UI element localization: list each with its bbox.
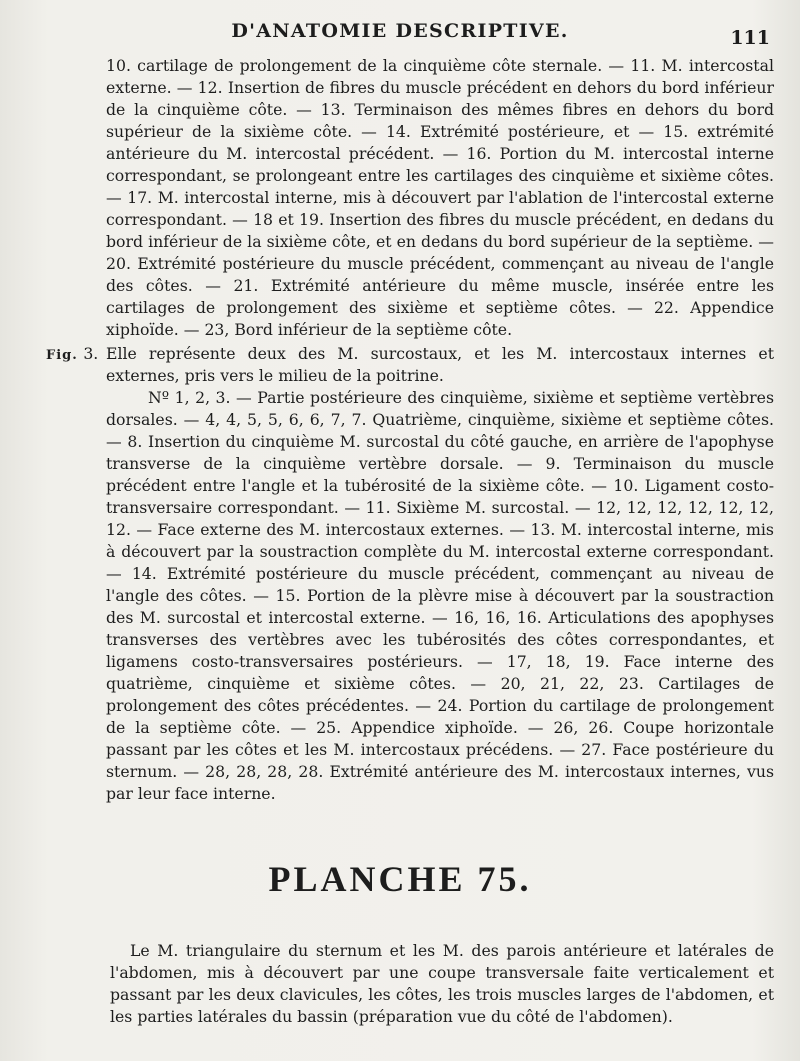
plate-title: PLANCHE 75.: [268, 859, 532, 899]
figure-3-caption: [46, 343, 774, 387]
body-text: [46, 55, 774, 805]
plate-description: Le M. triangulaire du sternum et les M. des parois antérieure et latérales de l'abdomen, mis à découvert par une coupe transversale faite verticalement et passant par les deux clavicules, les côtes, les trois muscles larges de l'abdomen, et les parties latérales du bassin (préparation vue du côté de l'abdomen).: [110, 941, 774, 1026]
figure-number: 3.: [83, 344, 99, 363]
running-title: D'ANATOMIE DESCRIPTIVE.: [231, 20, 569, 42]
figure-label: [46, 343, 98, 367]
page-number: 111: [730, 27, 770, 49]
figure-intro: Elle représente deux des M. surcostaux, et les M. intercostaux internes et externes, pris vers le milieu de la poitrine.: [106, 344, 774, 385]
figure-3-legend: Nº 1, 2, 3. — Partie postérieure des cinquième, sixième et septième vertèbres dorsales. — 4, 4, 5, 5, 6, 6, 7, 7. Quatrième, cinquième, sixième et septième côtes. — 8. Insertion du cinquième M. surcostal du côté gauche, en arrière de l'apophyse transverse de la cinquième vertèbre dorsale. — 9. Terminaison du muscle précédent entre l'angle et la tubérosité de la sixième côte. — 10. Ligament costo-transversaire correspondant. — 11. Sixième M. surcostal. — 12, 12, 12, 12, 12, 12, 12. — Face externe des M. intercostaux externes. — 13. M. intercostal interne, mis à découvert par la soustraction complète du M. intercostal externe correspondant. — 14. Extrémité postérieure du muscle précédent, commençant au niveau de l'angle des côtes. — 15. Portion de la plèvre mise à découvert par la soustraction des M. surcostal et intercostal externe. — 16, 16, 16. Articulations des apophyses transverses des vertèbres avec les tubérosités des côtes correspondantes, et ligamens costo-transversaires postérieurs. — 17, 18, 19. Face interne des quatrième, cinquième et sixième côtes. — 20, 21, 22, 23. Cartilages de prolongement des côtes précédentes. — 24. Portion du cartilage de prolongement de la septième côte. — 25. Appendice xiphoïde. — 26, 26. Coupe horizontale passant par les côtes et les M. intercostaux précédens. — 27. Face postérieure du sternum. — 28, 28, 28, 28. Extrémité antérieure des M. intercostaux internes, vus par leur face interne.: [106, 388, 774, 803]
continuation-paragraph: 10. cartilage de prolongement de la cinquième côte sternale. — 11. M. intercostal externe. — 12. Insertion de fibres du muscle précédent en dehors du bord inférieur de la cinquième côte. — 13. Terminaison des mêmes fibres en dehors du bord supérieur de la sixième côte. — 14. Extrémité postérieure, et — 15. extrémité antérieure du M. intercostal précédent. — 16. Portion du M. intercostal interne correspondant, se prolongeant entre les cartilages des cinquième et sixième côtes. — 17. M. intercostal interne, mis à découvert par l'ablation de l'intercostal externe correspondant. — 18 et 19. Insertion des fibres du muscle précédent, en dedans du bord inférieur de la sixième côte, et en dedans du bord supérieur de la septième. — 20. Extrémité postérieure du muscle précédent, commençant au niveau de l'angle des côtes. — 21. Extrémité antérieure du même muscle, insérée entre les cartilages de prolongement des sixième et septième côtes. — 22. Appendice xiphoïde. — 23, Bord inférieur de la septième côte.: [106, 56, 774, 339]
page-header: [0, 18, 800, 49]
figure-label-text: Fig.: [46, 348, 78, 363]
